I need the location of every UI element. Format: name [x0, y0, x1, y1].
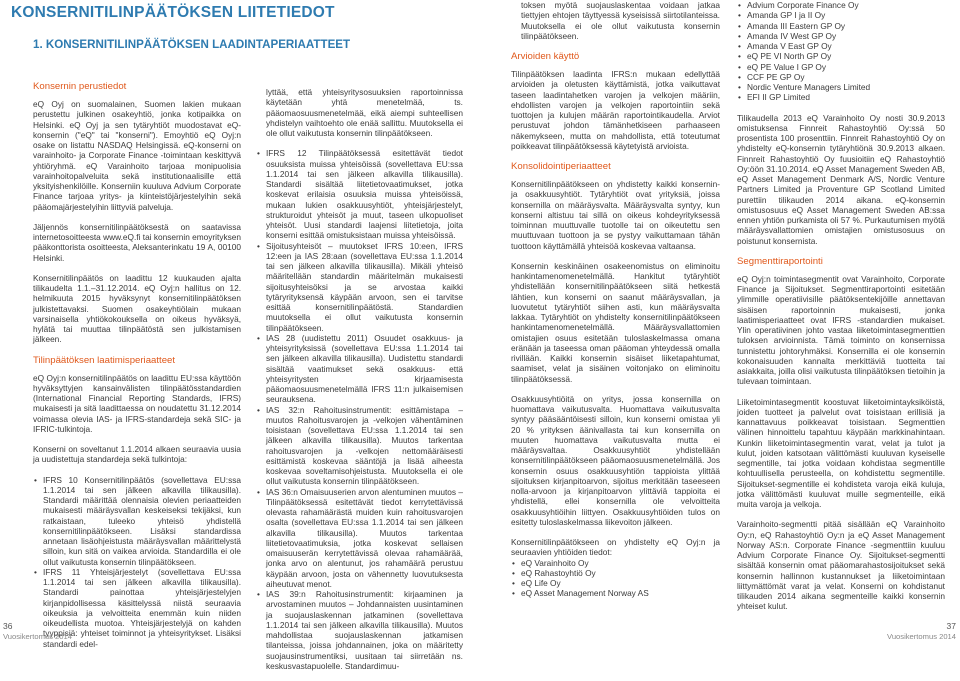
list-item: • IAS 28 (uudistettu 2011) Osuudet osakkuus- ja yhteisyrityksissä (sovellettava EU:ssa 1.1.2014 tai sen jälkeen alkavilla tilikausilla). Uudistettu standardi sisältää vaatimukset sekä osakkuus- että yhteisyritysten kirjaamisesta pääomaosuusmenetelmällä IFRS 11:n julkaisemisen seurauksena.	[256, 333, 463, 405]
list-item: • Amanda GP I ja II Oy	[737, 10, 945, 20]
subheading-arvioiden-kaytto: Arvioiden käyttö	[511, 51, 580, 62]
page-number-left: 36	[3, 621, 13, 631]
paragraph: Konsernitilinpäätökseen on yhdistelty eQ Oyj:n ja seuraavien yhtiöiden tiedot:	[511, 537, 720, 558]
list-item: • Advium Corporate Finance Oy	[737, 0, 945, 10]
section-heading: 1. KONSERNITILINPÄÄTÖKSEN LAADINTAPERIAATTEET	[33, 38, 351, 51]
paragraph: Varainhoito-segmentti pitää sisällään eQ Varainhoito Oy:n, eQ Rahastoyhtiö Oy:n ja eQ Asset Management Norway AS:n. Corporate Finance -segmenttiin kuuluu Advium Corporate Finance Oy. Sijoitukset-segmentti sisältää konsernin omat pääomarahastosijoitukset sekä konsernin hallinnon kustannukset ja liiketoimintaan liittymättömät varat ja velat. Konserni on kohdistanut tilikauden 2014 aikana segmenteille kaikki konsernin yhteiset kulut.	[737, 519, 945, 612]
list-item: • IAS 32:n Rahoitusinstrumentit: esittämistapa – muutos Rahoitusvarojen ja -velkojen vähentäminen toisistaan (sovellettava EU:ssa 1.1.2014 tai sen jälkeen alkavilla tilikausilla). Muutos tarkentaa rahoitusvarojen ja -velkojen nettomääräisesti esittämistä koskevaa sääntöjä ja lisää aiheesta koskevaa soveltamisohjeistusta. Muutoksella ei ole ollut vaikutusta konsernin tilinpäätökseen.	[256, 405, 463, 487]
list-item: • IAS 39:n Rahoitusinstrumentit: kirjaaminen ja arvostaminen muutos – Johdannaisten uusintaminen ja suojauslaskennan jatkaminen (sovellettava 1.1.2014 tai sen jälkeen alkavilla tilikausilla). Muutos mahdollistaa suojauslaskennan jatkamisen tilanteissa, joissa johdannainen, joka on määritetty suojausinstrumentiksi, uusitaan tai siirretään ns. keskusvastapuolelle. Standardimuu-	[256, 589, 463, 671]
page-number-right: 37	[946, 621, 956, 631]
list-item: • IFRS 12 Tilinpäätöksessä esitettävät tiedot osuuksista muissa yhteisöissä (sovellettava EU:ssa 1.1.2014 tai sen jälkeen alkavilla tilikausilla). Standardi sisältää liitetietovaatimukset, jotka koskevat erilaisia osuuksia muissa yhteisöissä, mukaan lukien osakkuusyhtiöt, yhteisjärjestelyt, strukturoidut yhteisöt ja muut, taseen ulkopuoliset yhteisöt. Uusi standardi laajensi liitetietoja, joita konserni esittää omistuksistaan muissa yhteisöissä.	[256, 148, 463, 240]
subheading-segmenttiraportointi: Segmenttiraportointi	[737, 255, 823, 267]
paragraph: Osakkuusyhtiöitä on yritys, jossa konsernilla on huomattava vaikutusvalta. Huomattava vaikutusvalta syntyy pääsääntöisesti silloin, kun konserni omistaa yli 20 % yrityksen äänivallasta tai kun konsernilla on muuten huomattava vaikutusvalta mutta ei määräysvaltaa. Osakkuusyhtiöt yhdistellään konsernitilinpäätökseen pääomaosuusmenetelmällä. Jos konsernin osuus osakkuusyhtiön tappioista ylittää sijoituksen kirjanpitoarvon, sijoitus merkitään taseeseen nolla-arvoon ja kirjanpitoarvon ylittäviä tappioita ei yhdistellä, ellei konsernilla ole velvoitteita osakkuusyhtiöihin liittyen. Osakkuusyhtiöiden tulos on esitetty tuloslaskelmassa liikevoiton jälkeen.	[511, 393, 720, 527]
list-item: • eQ Varainhoito Oy	[511, 558, 720, 568]
text-column-1	[33, 81, 241, 659]
subheading-laatimisperiaatteet: Tilinpäätöksen laatimisperiaatteet	[33, 354, 176, 366]
bullet-list	[256, 148, 463, 671]
paragraph: Konsernin keskinäinen osakeenomistus on eliminoitu hankintamenomenetelmällä. Hankitut tytäryhtiöt yhdistellään konsernitilinpäätökseen siitä hetkestä lähtien, kun konserni on saanut määräysvallan, ja luovutetut tytäryhtiöt siihen asti, kun määräysvalta lakkaa. Tytäryhtiöt on yhdistelty konsernitilinpäätökseen hankintamenomenetelmällä. Määräysvallattomien omistajien osuus esitetään tuloslaskelmassa omana eränään ja taseessa oman pääoman yhteydessä omalla rivillään. Kaikki konsernin sisäiset liiketapahtumat, saamiset, velat ja sisäinen voitonjako on eliminoitu tilinpäätöksessä.	[511, 260, 720, 384]
paragraph: Tilikaudella 2013 eQ Varainhoito Oy nosti 30.9.2013 omistuksensa Finnreit Rahastoyhtiö Oy:ssä 50 prosentista 100 prosenttiin. Finnreit Rahastoyhtiö Oy on yhdistelty eQ-konsernin tytäryhtiönä 30.9.2013 alkaen. Finnreit Rahastoyhtiö Oy fuusioitiin eQ Rahastoyhtiö Oy:öön 31.10.2014. eQ Asset Management Sweden AB, eQ Asset Management Denmark A/S, Nordic Venture Partners Limited ja Proventure GP Scotland Limited purettiin tilikauden 2014 aikana. eQ-konsernin omistusosuus eQ Asset Management Sweden AB:ssa ennen yhtiön purkamista oli 57 %. Purkautumisen myötä määräysvallattomien omistajien omistusosuus on poistunut konsernista.	[737, 112, 945, 246]
list-item: • IAS 36:n Omaisuuserien arvon alentuminen muutos – Tilinpäätöksessä esitettävät tiedot kerrytettävissä olevasta rahamäärästä muiden kuin rahoitusvarojen osalta (sovellettava EU:ssa 1.1.2014 tai sen jälkeen alkavilla tilikausilla). Muutos tarkentaa liitetietovaatimuksia, jotka koskevat sellaisen omaisuuserän kerrytettävissä olevaa rahamäärää, jonka arvo on alentunut, jos rahamäärä perustuu käypään arvoon, josta on vähennetty luovutuksesta aiheutuvat menot.	[256, 487, 463, 590]
publication-name-left: Vuosikertomus 2014	[3, 632, 72, 641]
company-list	[737, 0, 945, 103]
list-item: • IFRS 10 Konsernitilinpäätös (sovellettava EU:ssa 1.1.2014 tai sen jälkeen alkavilla tilikausilla). Standardi määrittää olennaisia olevien periaatteiden mukaisesti määräysvallan keskeiseksi tekijäksi, kun ratkaistaan, tuleeko yhteisö yhdistellä konsernitilinpäätökseen. Lisäksi standardissa annetaan lisäohjeistusta määräysvallan määrittelystä silloin, kun sitä on vaikea arvioida. Standardilla ei ole ollut vaikutusta konsernin tilinpäätökseen.	[33, 475, 241, 567]
paragraph: Tilinpäätöksen laadinta IFRS:n mukaan edellyttää arvioiden ja oletusten käyttämistä, jotka vaikuttavat taseen laadintahetken varojen ja velkojen määriin, ehdollisten varojen ja velkojen raportointiin sekä tuottojen ja kulujen määrän raportointikaudella. Arviot perustuvat johdon tämänhetkiseen parhaaseen näkemykseen, mutta on mahdollista, että toteutumat poikkeavat tilinpäätöksessä käytetyistä arvioista.	[511, 69, 720, 151]
list-item: • eQ PE Value I GP Oy	[737, 62, 945, 72]
list-item: • eQ Rahastoyhtiö Oy	[511, 568, 720, 578]
subheading-perustiedot: Konsernin perustiedot	[33, 81, 127, 92]
paragraph: Liiketoimintasegmentit koostuvat liiketoimintayksiköistä, joiden tuotteet ja palvelut ovat toisistaan erillisiä ja kannattavuus poikkeavat toisistaan. Segmenttien välinen hinnoittelu tapahtuu käypään markkinahintaan. Kunkin liiketoimintasegmentin varat, velat ja tulot ja kulut, joiden katsotaan välittömästi kuuluvan kyseiselle segmentille, tai jotka voidaan kohdistaa segmentille kohtuullisella perusteella, on kohdistettu segmentille. Sijoitukset-segmentille ei kohdisteta varoja eikä kuluja, jotka välittömästi kuuluvat muille segmenteille, eikä muita varoja ja velkoja.	[737, 396, 945, 509]
paragraph: eQ Oyj on suomalainen, Suomen lakien mukaan perustettu julkinen osakeyhtiö, jonka kotipaikka on Helsinki. eQ Oyj ja sen tytäryhtiöt muodostavat eQ-konsernin ("eQ" tai "konserni"). Emoyhtiö eQ Oyj:n osake on listattu NASDAQ Helsingissä. eQ-konserni on varainhoito- ja Corporate Finance -toimintaan keskittyvä yhtiöryhmä. eQ Varainhoito tarjoaa monipuolisia varainhoitopalveluita sekä institutionaalisille että yksityishenkilöille. Konserniin kuuluva Advium Corporate Finance tarjoaa yritys- ja kiinteistöjärjestelyihin sekä pääomajärjestelyihin liittyviä palveluja.	[33, 99, 241, 212]
paragraph: Konsernitilinpäätökseen on yhdistetty kaikki konsernin- ja osakkuusyhtiöt. Tytäryhtiöt ovat yrityksiä, joissa konsernilla on määräysvalta. Määräysvalta syntyy, kun konserni altistuu tai sillä on oikeus kohdeyrityksessä toiminnan muuttuvalle tuotolle tai on oikeutettu sen muuttuvaan tuottoon ja se pystyy vaikuttamaan tähän tuottoon käyttämällä yhteisöä koskevaa valtaansa.	[511, 179, 720, 251]
text-column-4	[737, 0, 945, 622]
list-item: • Sijoitusyhteisöt – muutokset IFRS 10:een, IFRS 12:een ja IAS 28:aan (sovellettava EU:ssa 1.1.2014 tai sen jälkeen alkavilla tilikausilla). Mikäli yhteisö määritellään standardin määritelmän mukaisesti sijoitusyhteisöksi ja se arvostaa kaikki tytäryrityksensä käypään arvoon, sen ei tarvitse esittää konsernitilinpäätöstä. Standardien muutoksella ei ollut vaikutusta konsernin tilinpäätökseen.	[256, 241, 463, 333]
list-item: • eQ Asset Management Norway AS	[511, 588, 720, 598]
paragraph: Konsernitilinpäätös on laadittu 12 kuukauden ajalta tilikaudelta 1.1.–31.12.2014. eQ Oyj:n hallitus on 12. helmikuuta 2015 hyväksynyt konsernitilinpäätöksen julkistettavaksi. Suomen osakeyhtiölain mukaan varsinaisella yhtiökokouksella on oikeus hyväksyä, hylätä tai muuttaa tilinpäätöstä sen julkistamisen jälkeen.	[33, 272, 241, 345]
subheading-konsolidointiperiaatteet: Konsolidointiperiaatteet	[511, 161, 611, 172]
paragraph: Konserni on soveltanut 1.1.2014 alkaen seuraavia uusia ja uudistettuja standardeja sekä tulkintoja:	[33, 444, 241, 465]
paragraph: toksen myötä suojauslaskentaa voidaan jatkaa tiettyjen ehtojen täyttyessä kyseisissä siirtotilanteissa. Muutoksella ei ole ollut vaikutusta konsernin tilinpäätökseen.	[521, 0, 720, 41]
list-item: • eQ Life Oy	[511, 578, 720, 588]
list-item: • Amanda IV West GP Oy	[737, 31, 945, 41]
list-item: • Amanda III Eastern GP Oy	[737, 21, 945, 31]
list-item: • eQ PE VI North GP Oy	[737, 51, 945, 61]
text-column-3	[511, 0, 720, 609]
paragraph: eQ Oyj:n toimintasegmentit ovat Varainhoito, Corporate Finance ja Sijoitukset. Segmenttiraportointi esitetään ylimmille operatiivisille päätöksentekijöille annettavan sisäisen raportoinnin mukaisesti, jonka laatimisperiaatteet ovat IFRS -standardien mukaiset. Ylin operatiivinen johto vastaa liiketoimintasegmenttien tuloksen arvioinnista. Tämä toiminto on konsernissa tunnistettu johtoryhmäksi. Konsernilla ei ole konsernin kokonaisuuden kannalta merkittäviä tuotteita tai asiakkaita, joilla olisi vaikutusta tilinpäätöksen tietoihin ja tulevaan toimintaan.	[737, 273, 945, 387]
publication-name-right: Vuosikertomus 2014	[887, 632, 956, 641]
list-item: • Amanda V East GP Oy	[737, 41, 945, 51]
list-item: • Nordic Venture Managers Limited	[737, 82, 945, 92]
paragraph: eQ Oyj:n konsernitilinpäätös on laadittu EU:ssa käyttöön hyväksyttyjen kansainvälisten tilinpäätösstandardien (International Financial Reporting Standards, IFRS) mukaisesti ja sitä laadittaessa on noudatettu 31.12.2014 voimassa olevia IAS- ja IFRS-standardeja sekä SIC- ja IFRIC-tulkintoja.	[33, 372, 241, 434]
paragraph: lyttää, että yhteisyritysosuuksien raportoinnissa käytetään yhtä menetelmää, ts. pääomaosuusmenetelmää, eikä aiempi suhteellisen yhdistelyn vaihtoehto ole enää sallittu. Muutoksella ei ole ollut vaikutusta konsernin tilinpäätökseen.	[266, 87, 463, 138]
list-item: • EFI II GP Limited	[737, 92, 945, 102]
bullet-list	[33, 475, 241, 649]
company-list	[511, 558, 720, 599]
document-title: KONSERNITILINPÄÄTÖKSEN LIITETIEDOT	[11, 4, 335, 21]
list-item: • CCF PE GP Oy	[737, 72, 945, 82]
text-column-2	[256, 87, 463, 681]
paragraph: Jäljennös konsernitilinpäätöksestä on saatavissa internetosoitteesta www.eQ.fi tai konsernin emoyrityksen pääkonttorista osoitteesta, Aleksanterinkatu 19 A, 00100 Helsinki.	[33, 221, 241, 263]
list-item: • IFRS 11 Yhteisjärjestelyt (sovellettava EU:ssa 1.1.2014 tai sen jälkeen alkavilla tilikausilla). Standardi painottaa yhteisjärjestelyjen kirjanpidollisessa käsittelyssä niistä seuraavia oikeuksia ja velvoitteita enemmän kuin niiden oikeudellista muotoa. Yhteisjärjestelyjä on kahden tyyppisiä: yhteiset toiminnot ja yhteisyritykset. Lisäksi standardi edel-	[33, 567, 241, 649]
